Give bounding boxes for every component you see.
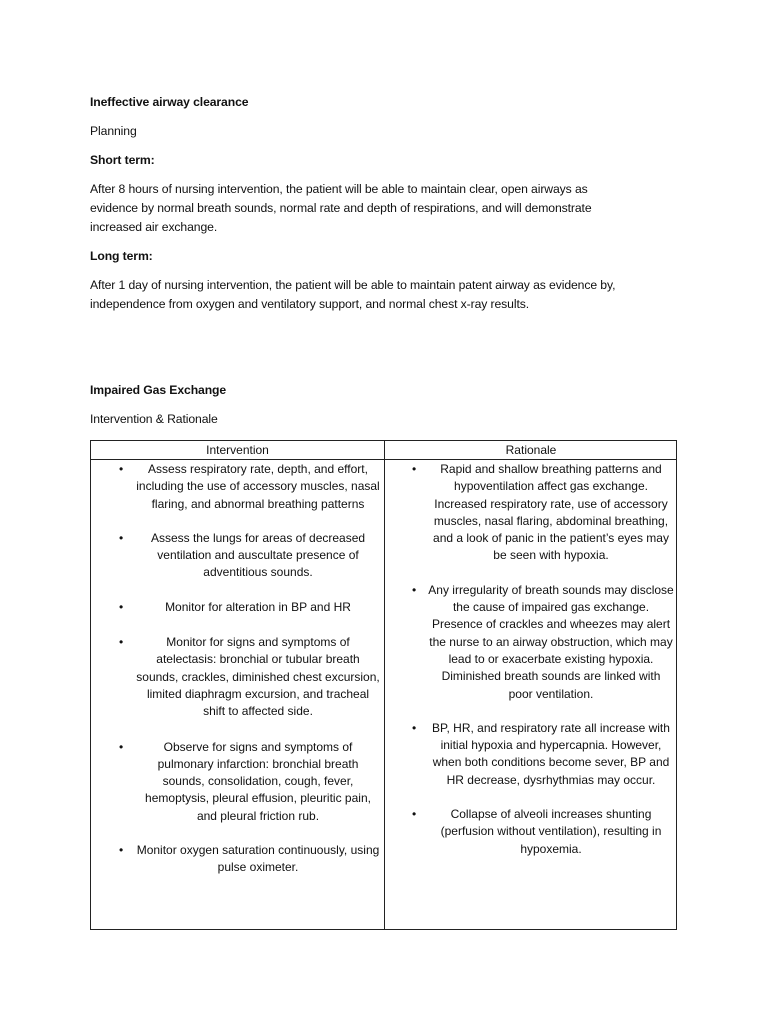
intervention-text: Assess the lungs for areas of decreased ventilation and auscultate presence of adventitious sounds.: [150, 530, 366, 580]
rationale-item: [406, 461, 674, 565]
intervention-item: [113, 634, 381, 720]
heading-impaired-gas-exchange: Impaired Gas Exchange: [90, 383, 227, 397]
intervention-item: [113, 599, 381, 616]
heading-intervention-rationale: Intervention & Rationale: [90, 412, 218, 426]
heading-planning: Planning: [90, 124, 137, 138]
bullet-marker: •: [412, 720, 417, 735]
rationale-item: [406, 582, 674, 703]
heading-ineffective-airway-clearance: Ineffective airway clearance: [90, 95, 249, 109]
short-term-text-line2: evidence by normal breath sounds, normal rate and depth of respirations, and will demonstrate: [90, 201, 592, 215]
intervention-text: Assess respiratory rate, depth, and effort, including the use of accessory muscles, nasal flaring, and abnormal breathing patterns: [136, 462, 380, 511]
long-term-text-line2: independence from oxygen and ventilatory support, and normal chest x-ray results.: [90, 297, 530, 311]
bullet-marker: •: [119, 462, 124, 476]
rationale-column: [406, 461, 674, 858]
intervention-item: [113, 842, 381, 877]
intervention-item: [113, 739, 381, 825]
heading-long-term: Long term:: [90, 249, 153, 263]
bullet-marker: •: [119, 530, 124, 545]
intervention-text: Monitor oxygen saturation continuously, using pulse oximeter.: [136, 843, 380, 875]
bullet-marker: •: [412, 582, 417, 597]
intervention-rationale-table: [90, 440, 677, 930]
intervention-column: [113, 461, 381, 877]
intervention-text: Monitor for alteration in BP and HR: [165, 599, 351, 614]
bullet-marker: •: [119, 599, 124, 614]
table-header-intervention: Intervention: [206, 443, 269, 457]
long-term-text-line1: After 1 day of nursing intervention, the patient will be able to maintain patent airway as evidence by,: [90, 278, 616, 292]
rationale-item: [406, 806, 674, 858]
short-term-text-line1: After 8 hours of nursing intervention, the patient will be able to maintain clear, open airways as: [90, 182, 588, 196]
intervention-item: [113, 461, 381, 513]
rationale-text: Any irregularity of breath sounds may disclose the cause of impaired gas exchange. Presence of crackles and wheezes may alert the nurse to an airway obstruction, which may lead to or exacerbate existing hypoxia. Diminished breath sounds are linked with poor ventilation.: [428, 582, 674, 701]
bullet-marker: •: [119, 635, 124, 650]
rationale-text: Collapse of alveoli increases shunting (perfusion without ventilation), resulting in hypoxemia.: [440, 807, 662, 856]
bullet-marker: •: [412, 807, 417, 822]
table-column-divider: [384, 441, 385, 929]
intervention-item: [113, 530, 381, 582]
short-term-text-line3: increased air exchange.: [90, 220, 218, 234]
rationale-text: Rapid and shallow breathing patterns and hypoventilation affect gas exchange. Increased respiratory rate, use of accessory muscles, nasal flaring, abdominal breathing, and a look of panic in the patient’s eyes may be seen with hypoxia.: [433, 462, 669, 563]
bullet-marker: •: [119, 843, 124, 858]
intervention-text: Monitor for signs and symptoms of atelectasis: bronchial or tubular breath sounds, crackles, diminished chest excursion, limited diaphragm excursion, and tracheal shift to affected side.: [136, 635, 380, 719]
intervention-text: Observe for signs and symptoms of pulmonary infarction: bronchial breath sounds, consolidation, cough, fever, hemoptysis, pleural effusion, pleuritic pain, and pleural friction rub.: [145, 739, 371, 823]
rationale-text: BP, HR, and respiratory rate all increase with initial hypoxia and hypercapnia. However, when both conditions become sever, BP and HR decrease, dysrhythmias may occur.: [432, 720, 670, 787]
bullet-marker: •: [119, 739, 124, 754]
heading-short-term: Short term:: [90, 153, 155, 167]
table-header-rationale: Rationale: [505, 443, 557, 457]
bullet-marker: •: [412, 462, 417, 476]
rationale-item: [406, 720, 674, 789]
